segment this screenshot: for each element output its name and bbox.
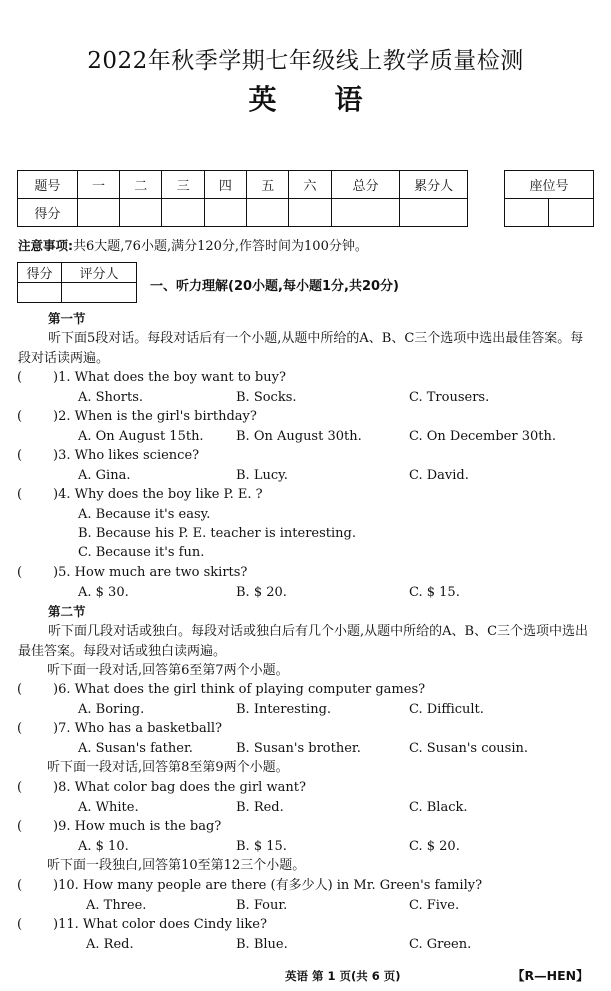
option-b: B. On August 30th. [236,429,362,444]
score-cell[interactable] [247,199,289,227]
score-table-header: 四 [204,171,246,199]
question-stem: )3. Who likes science? [53,448,200,463]
option-c: C. Trousers. [409,390,490,405]
option-a: A. Gina. [78,468,131,483]
seat-number-table [504,170,594,227]
notice-label: 注意事项: [18,238,73,253]
option-c: C. Green. [409,937,472,952]
question-stem: )4. Why does the boy like P. E. ? [53,487,263,502]
answer-paren[interactable]: ( [17,409,23,424]
option-a: A. Red. [86,937,134,952]
score-table-header: 一 [77,171,119,199]
option-c: C. On December 30th. [409,429,556,444]
option-b: B. Because his P. E. teacher is interesting. [78,526,356,541]
option-a: A. Susan's father. [78,741,193,756]
section1-title: 第一节 [48,311,86,326]
sub-instruction: 听下面一段对话,回答第6至第7两个小题。 [47,663,289,678]
answer-paren[interactable]: ( [17,370,23,385]
seat-number-label: 座位号 [505,171,594,199]
option-a: A. $ 30. [78,585,129,600]
score-table-header: 三 [162,171,204,199]
score-table-score-row [18,199,468,227]
answer-paren[interactable]: ( [17,878,23,893]
answer-paren[interactable]: ( [17,448,23,463]
question-stem: )11. What color does Cindy like? [53,917,267,932]
section2-title: 第二节 [48,604,86,619]
option-a: A. On August 15th. [78,429,204,444]
option-a: A. Three. [86,898,147,913]
option-c: C. Difficult. [409,702,484,717]
score-table-header: 二 [120,171,162,199]
notice-text: 共6大题,76小题,满分120分,作答时间为100分钟。 [73,239,368,254]
section1-instruction: 听下面5段对话。每段对话后有一个小题,从题中所给的A、B、C三个选项中选出最佳答案。每段对话读两遍。 [18,331,584,366]
score-cell[interactable] [289,199,331,227]
grader-name-cell[interactable] [62,283,137,303]
score-table-header: 总分 [331,171,400,199]
score-table-header-row [18,171,468,199]
grader-table [17,262,137,303]
question-stem: )7. Who has a basketball? [53,721,223,736]
exam-title: 2022年秋季学期七年级线上教学质量检测 [87,48,524,74]
section2-instruction: 听下面几段对话或独白。每段对话或独白后有几个小题,从题中所给的A、B、C三个选项中选出最佳答案。每段对话或独白读两遍。 [18,624,589,659]
answer-paren[interactable]: ( [17,565,23,580]
option-a: A. $ 10. [78,839,129,854]
option-a: A. White. [78,800,139,815]
question-stem: )8. What color bag does the girl want? [53,780,306,795]
option-a: A. Boring. [78,702,145,717]
option-b: B. Lucy. [236,468,288,483]
subject-title: 英语 [248,83,421,116]
score-cell[interactable] [162,199,204,227]
grader-score-label: 得分 [18,263,62,283]
question-stem: )9. How much is the bag? [53,819,222,834]
option-b: B. Susan's brother. [236,741,361,756]
score-table-header: 五 [247,171,289,199]
question-stem: )10. How many people are there (有多少人) in Mr. Green's family? [53,878,483,893]
option-b: B. $ 15. [236,839,287,854]
option-c: C. Five. [409,898,460,913]
paper-code: 【R—HEN】 [512,968,589,983]
score-table-header: 六 [289,171,331,199]
page-footer: 英语 第 1 页(共 6 页) [285,969,401,983]
score-table [17,170,468,227]
option-c: C. Susan's cousin. [409,741,529,756]
option-a: A. Because it's easy. [78,507,211,522]
sub-instruction: 听下面一段独白,回答第10至第12三个小题。 [47,858,306,873]
answer-paren[interactable]: ( [17,917,23,932]
score-table-header: 累分人 [400,171,468,199]
option-c: C. $ 15. [409,585,460,600]
grader-score-cell[interactable] [18,283,62,303]
option-b: B. Four. [236,898,288,913]
score-cell[interactable] [331,199,400,227]
question-stem: )5. How much are two skirts? [53,565,248,580]
part1-heading: 一、听力理解(20小题,每小题1分,共20分) [150,279,399,294]
score-cell[interactable] [400,199,468,227]
answer-paren[interactable]: ( [17,819,23,834]
option-a: A. Shorts. [78,390,143,405]
score-table-header: 题号 [18,171,78,199]
option-b: B. Blue. [236,937,288,952]
seat-number-cell[interactable] [549,199,594,227]
option-b: B. Red. [236,800,284,815]
option-b: B. $ 20. [236,585,287,600]
score-cell[interactable] [120,199,162,227]
answer-paren[interactable]: ( [17,721,23,736]
option-c: C. $ 20. [409,839,460,854]
seat-number-cell[interactable] [505,199,549,227]
option-b: B. Interesting. [236,702,332,717]
question-stem: )6. What does the girl think of playing computer games? [53,682,426,697]
answer-paren[interactable]: ( [17,682,23,697]
score-cell[interactable] [204,199,246,227]
score-row-label: 得分 [18,199,78,227]
grader-name-label: 评分人 [62,263,137,283]
option-c: C. Black. [409,800,468,815]
question-stem: )1. What does the boy want to buy? [53,370,286,385]
question-stem: )2. When is the girl's birthday? [53,409,257,424]
option-c: C. Because it's fun. [78,545,205,560]
option-c: C. David. [409,468,469,483]
score-cell[interactable] [77,199,119,227]
notice [18,235,368,254]
sub-instruction: 听下面一段对话,回答第8至第9两个小题。 [47,760,289,775]
option-b: B. Socks. [236,390,297,405]
answer-paren[interactable]: ( [17,487,23,502]
answer-paren[interactable]: ( [17,780,23,795]
